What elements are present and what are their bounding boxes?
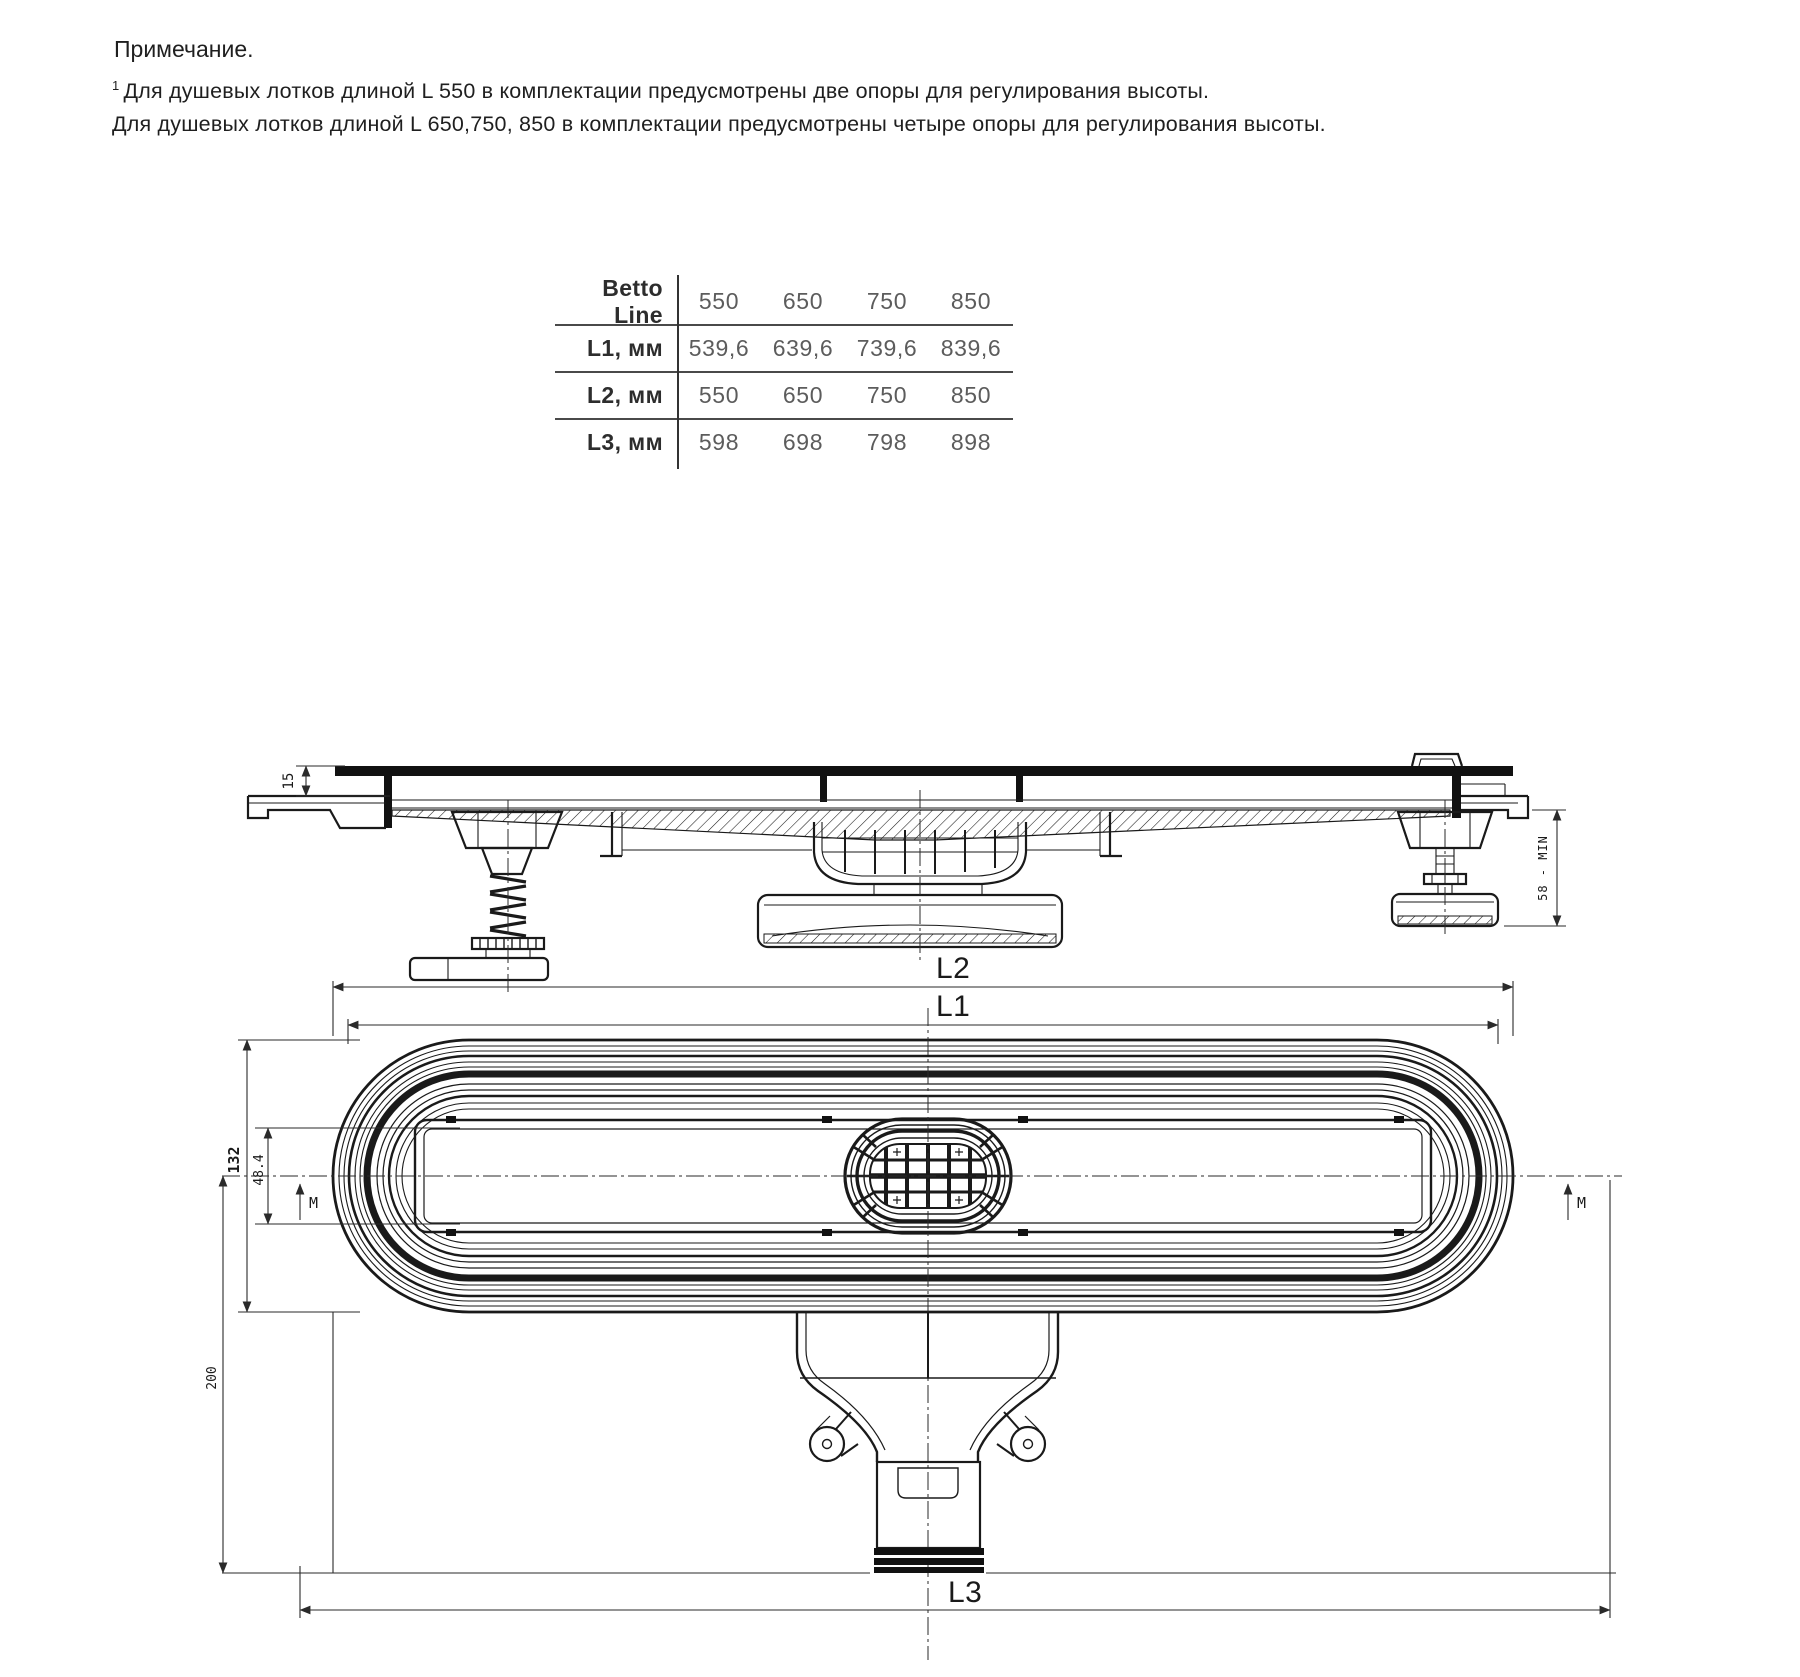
mounting-ear-right — [997, 1412, 1045, 1461]
dim-l2-label: L2 — [936, 952, 971, 985]
dim-48-4-label: 48.4 — [252, 1154, 267, 1186]
dim-15-label: 15 — [281, 772, 297, 790]
cell-value: 539,6 — [688, 335, 750, 361]
row-label: L1, мм — [586, 335, 663, 361]
row-label: L2, мм — [586, 382, 663, 408]
cell-value: 698 — [782, 429, 824, 455]
outlet-pipe — [874, 1462, 984, 1573]
dim-l1-label: L1 — [936, 990, 971, 1023]
marker-m-left-label: M — [309, 1194, 319, 1212]
mounting-ear-left — [810, 1412, 858, 1461]
slope-marker-left — [300, 1184, 318, 1220]
side-view — [248, 754, 1566, 992]
grate-clip-right — [1016, 776, 1023, 802]
dim-58min-label: 58 - MIN — [1536, 835, 1550, 901]
cell-value: 739,6 — [856, 335, 918, 361]
dim-200-label: 200 — [205, 1366, 220, 1390]
marker-m-right-label: M — [1577, 1194, 1587, 1212]
grate-clip-left — [820, 776, 827, 802]
left-adjustable-foot — [410, 800, 562, 992]
plan-view — [205, 952, 1622, 1660]
dim-l3-label: L3 — [948, 1576, 983, 1609]
cell-value: 839,6 — [940, 335, 1002, 361]
cell-value: 550 — [698, 382, 740, 408]
dim-l1 — [348, 990, 1498, 1044]
cell-value: 850 — [950, 382, 992, 408]
top-grate-profile — [335, 766, 1513, 776]
flange-left — [248, 796, 386, 828]
foot-base-plate-left — [410, 958, 548, 980]
right-foot — [1392, 800, 1498, 934]
note-title: Примечание. — [114, 36, 254, 62]
cell-value: 750 — [866, 288, 908, 314]
row-label: L3, мм — [586, 429, 663, 455]
end-wall-right — [1452, 768, 1461, 818]
table-header-label: Betto Line — [602, 274, 663, 328]
note-line-1: $^1$ Для душевых лотков длиной L 550 в комплектации предусмотрены две опоры для регулирования высоты. — [112, 78, 1210, 104]
cell-value: 598 — [698, 429, 740, 455]
cell-value: 798 — [866, 429, 908, 455]
cell-value: 850 — [950, 288, 992, 314]
cell-value: 898 — [950, 429, 992, 455]
note-superscript: 1 — [112, 78, 120, 93]
slope-marker-right — [1568, 1184, 1586, 1220]
cell-value: 650 — [782, 288, 824, 314]
end-wall-left — [384, 770, 392, 828]
note-line-2: Для душевых лотков длиной L 650,750, 850 в комплектации предусмотрены четыре опоры для регулирования высоты. — [112, 112, 1326, 136]
dim-132-label: 132 — [225, 1146, 243, 1174]
cell-value: 750 — [866, 382, 908, 408]
cell-value: 650 — [782, 382, 824, 408]
cell-value: 550 — [698, 288, 740, 314]
dim-min-height — [1504, 810, 1566, 926]
dim-l2 — [333, 952, 1513, 1036]
dim-drain-offset — [205, 1176, 223, 1573]
cell-value: 639,6 — [772, 335, 834, 361]
channel-sloped-bottom-hatch — [392, 810, 1450, 840]
